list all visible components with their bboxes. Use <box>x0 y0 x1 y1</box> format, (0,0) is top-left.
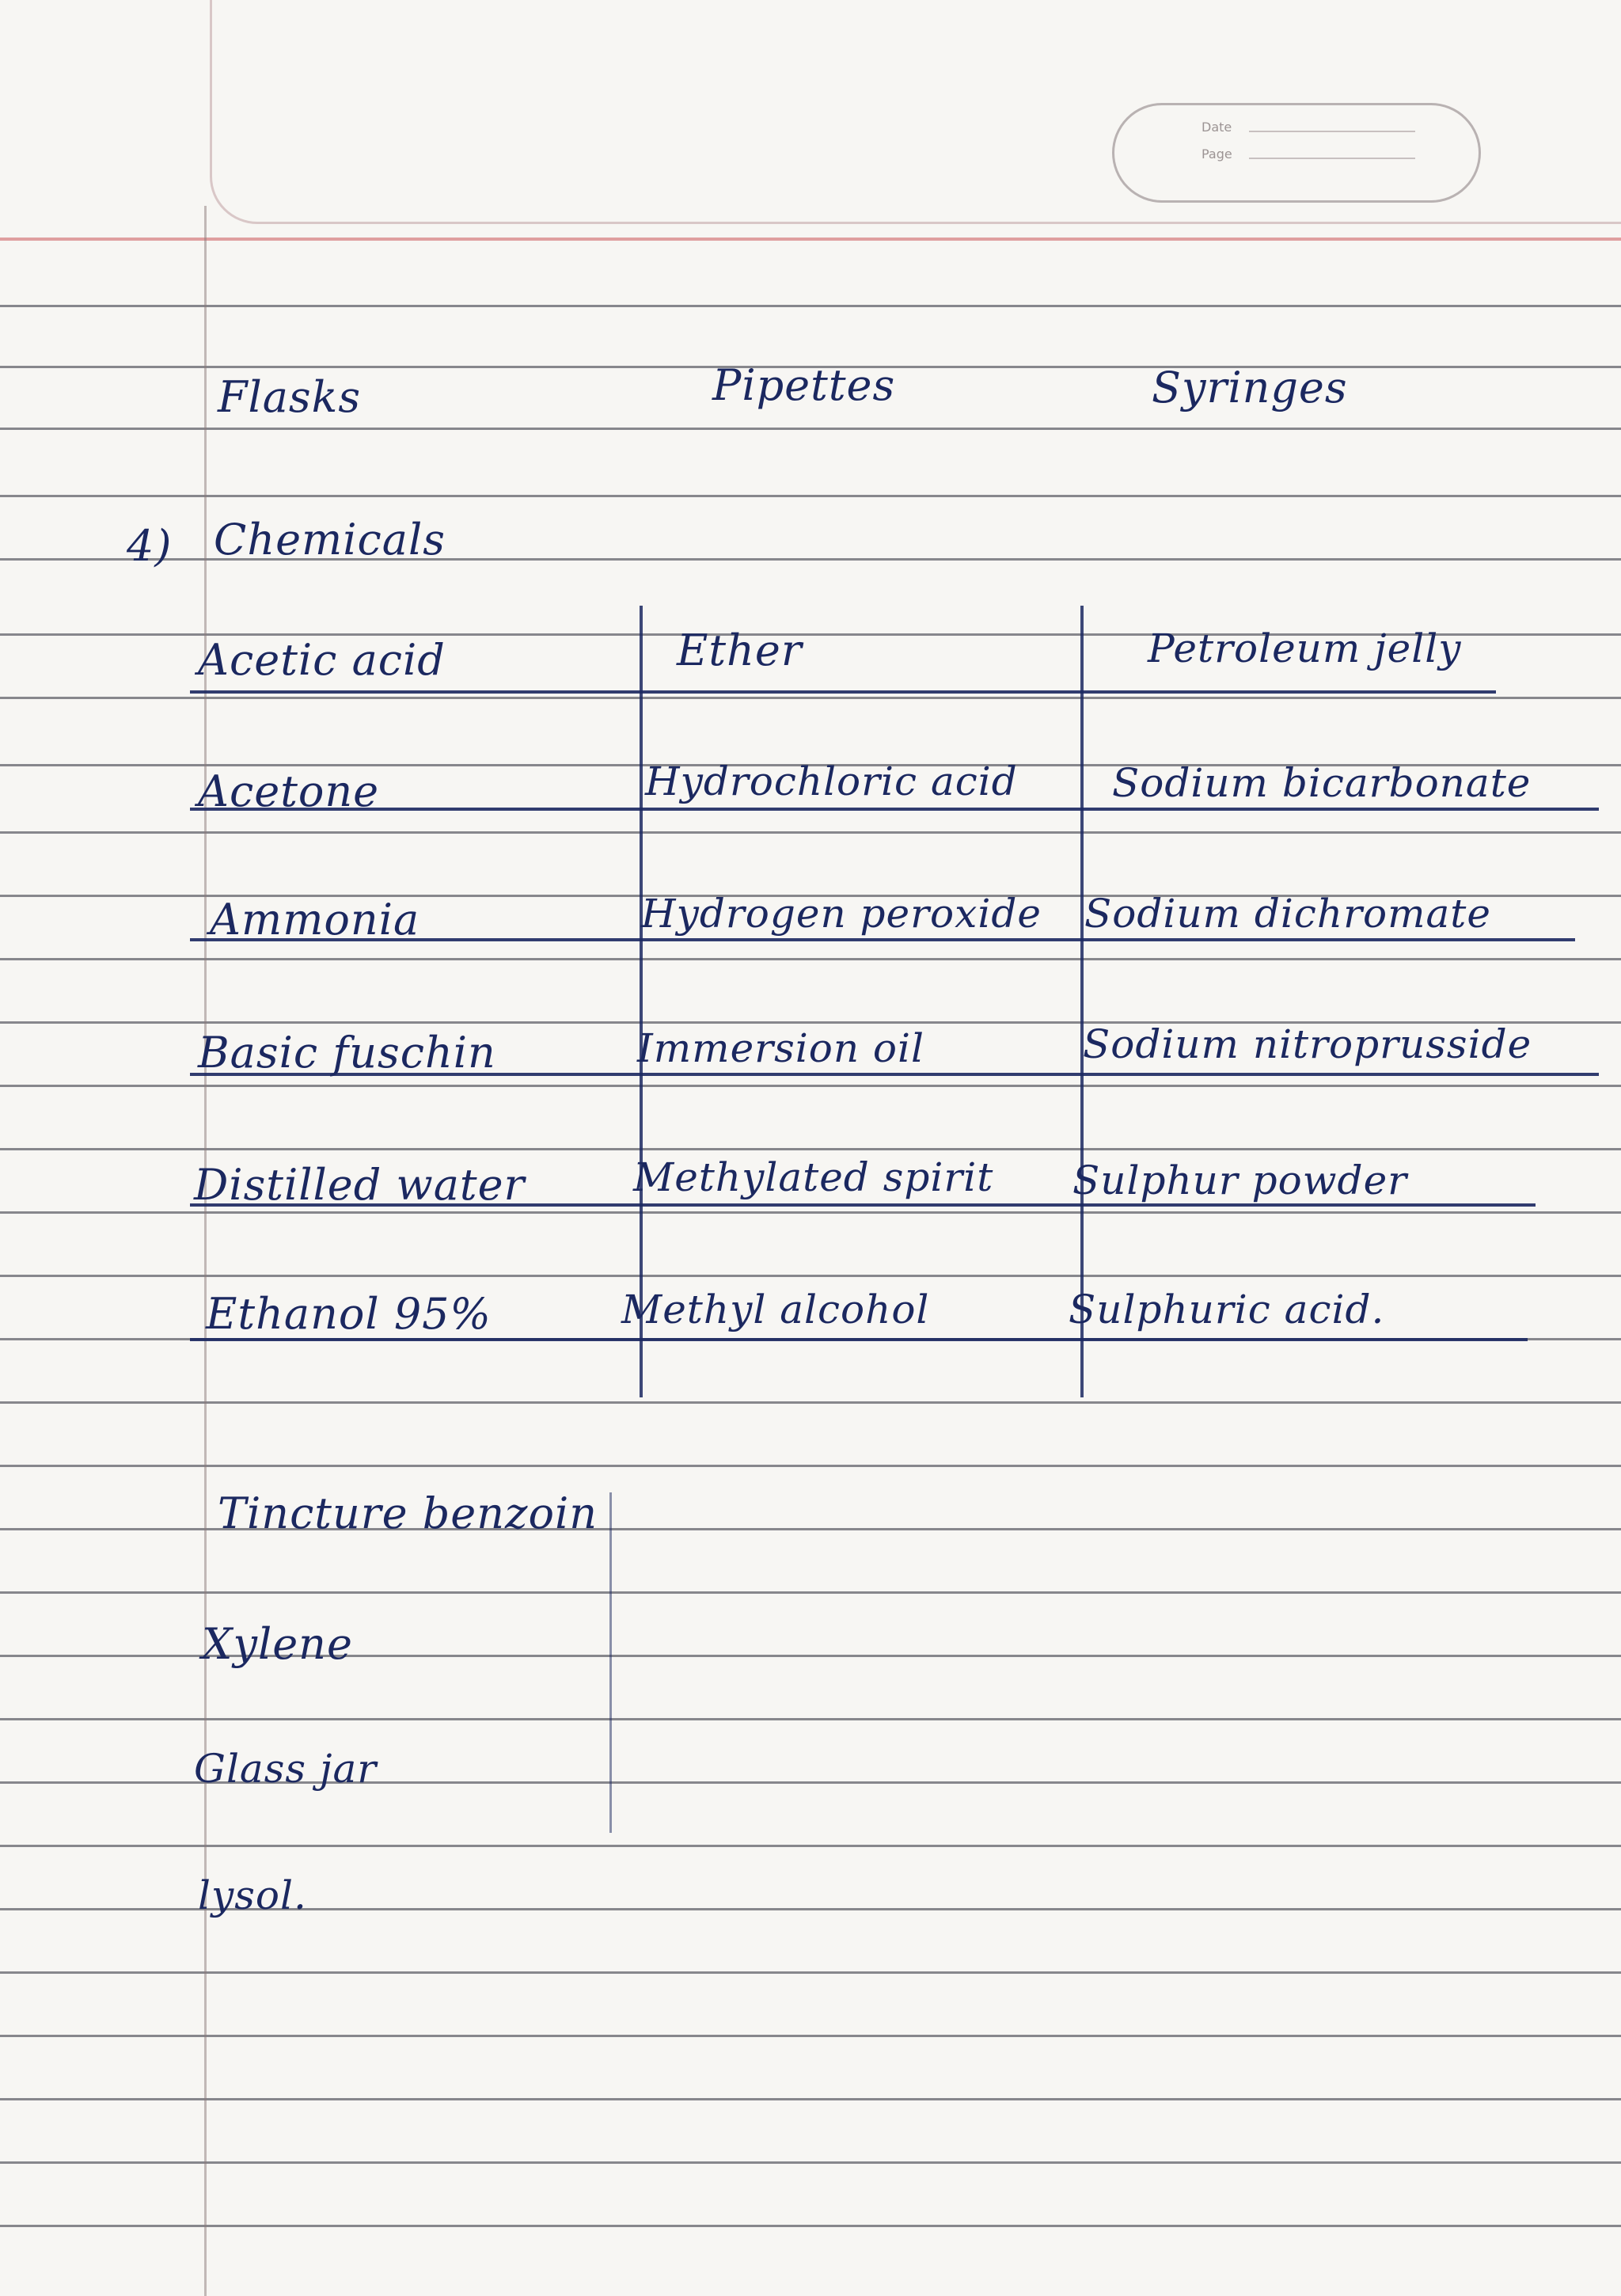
ruled-line <box>0 495 1621 497</box>
ruled-line <box>0 305 1621 307</box>
table-row-line <box>190 808 1599 811</box>
table-cell: Hydrogen peroxide <box>641 891 1042 937</box>
table-cell: Distilled water <box>194 1160 526 1210</box>
list-item: Glass jar <box>194 1746 378 1792</box>
ruled-line <box>0 1718 1621 1720</box>
ruled-line <box>0 428 1621 430</box>
table-cell: Immersion oil <box>637 1025 924 1071</box>
equipment-item: Flasks <box>218 372 362 422</box>
ruled-line <box>0 1148 1621 1150</box>
table-cell: Acetic acid <box>198 635 446 685</box>
page-line <box>1249 158 1415 159</box>
ruled-line <box>0 1085 1621 1087</box>
ruled-line <box>0 831 1621 834</box>
table-cell: Ethanol 95% <box>206 1289 492 1339</box>
column-divider <box>609 1492 612 1833</box>
table-cell: Basic fuschin <box>198 1028 496 1078</box>
date-label: Date <box>1202 120 1232 135</box>
table-cell: Sodium bicarbonate <box>1112 760 1532 806</box>
date-page-box <box>1112 103 1481 203</box>
equipment-item: Pipettes <box>712 360 896 410</box>
ruled-line <box>0 1465 1621 1467</box>
table-cell: Ether <box>677 625 803 675</box>
margin-line <box>204 206 207 2296</box>
header-rule <box>0 238 1621 241</box>
date-line <box>1249 131 1415 132</box>
page-label: Page <box>1202 146 1232 162</box>
table-divider <box>1080 606 1084 1397</box>
list-item: Xylene <box>202 1619 353 1669</box>
ruled-line <box>0 1591 1621 1594</box>
table-cell: Petroleum jelly <box>1148 625 1462 671</box>
ruled-line <box>0 2161 1621 2164</box>
section-title: Chemicals <box>214 515 446 564</box>
table-cell: Sodium nitroprusside <box>1083 1021 1532 1067</box>
ruled-line <box>0 958 1621 960</box>
equipment-item: Syringes <box>1152 363 1348 412</box>
ruled-line <box>0 697 1621 699</box>
table-cell: Methyl alcohol <box>621 1287 930 1332</box>
ruled-line <box>0 1401 1621 1404</box>
ruled-line <box>0 2098 1621 2100</box>
table-cell: Sulphur powder <box>1072 1158 1408 1203</box>
section-number: 4) <box>127 521 173 571</box>
ruled-line <box>0 1275 1621 1277</box>
list-item: Tincture benzoin <box>218 1488 598 1538</box>
list-item: lysol. <box>198 1872 307 1918</box>
table-divider <box>640 606 643 1397</box>
ruled-line <box>0 1211 1621 1214</box>
table-cell: Sodium dichromate <box>1084 891 1491 937</box>
ruled-line <box>0 1845 1621 1847</box>
table-cell: Ammonia <box>210 895 420 945</box>
ruled-line <box>0 1971 1621 1974</box>
ruled-line <box>0 2225 1621 2227</box>
table-row-line <box>190 690 1496 694</box>
table-cell: Hydrochloric acid <box>645 758 1018 804</box>
table-cell: Methylated spirit <box>633 1154 994 1200</box>
table-cell: Sulphuric acid. <box>1069 1287 1385 1332</box>
ruled-line <box>0 2035 1621 2037</box>
table-cell: Acetone <box>198 766 380 816</box>
